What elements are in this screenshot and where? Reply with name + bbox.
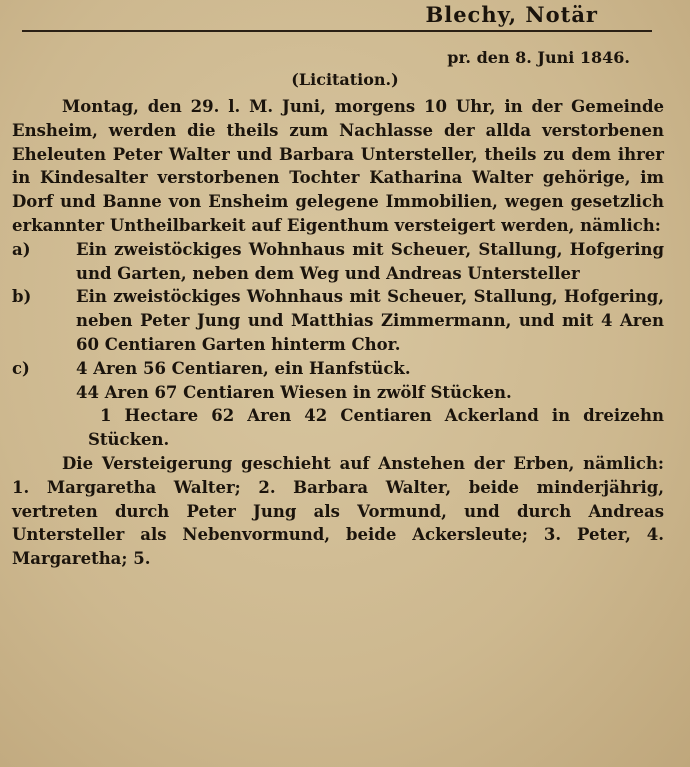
notary-signature: Blechy, Notär — [425, 2, 598, 27]
notice-subtitle: (Licitation.) — [291, 70, 399, 89]
line-wiesen: 44 Aren 67 Centiaren Wiesen in zwölf Stücken. — [76, 382, 512, 402]
notice-intro: Montag, den 29. l. M. Juni, morgens 10 Uhr, in der Gemeinde Ensheim, werden die theils zum Nachlasse der allda verstorbenen Eheleuten Peter Walter und Barbara Untersteller, theils zu dem ihrer in Kindesalter verstorbenen Tochter Katharina Walter gehörige, im Dorf und Banne von Ensheim gelegene Immobilien, wegen gesetzlich erkannter Untheilbarkeit auf Eigenthum versteigert werden, nämlich: — [12, 97, 664, 235]
notice-body — [12, 95, 664, 571]
item-text: Ein zweistöckiges Wohnhaus mit Scheuer, Stallung, Hofgering und Garten, neben dem Weg und Andreas Untersteller — [76, 239, 664, 283]
header-divider — [22, 30, 652, 32]
line-ackerland: 1 Hectare 62 Aren 42 Centiaren Ackerland in dreizehn Stücken. — [88, 406, 664, 450]
item-label: c) — [12, 358, 30, 378]
notice-date: pr. den 8. Juni 1846. — [447, 48, 630, 67]
list-item-b — [12, 285, 664, 356]
item-text: Ein zweistöckiges Wohnhaus mit Scheuer, Stallung, Hofgering, neben Peter Jung und Matthias Zimmermann, und mit 4 Aren 60 Centiaren Garten hinterm Chor. — [76, 287, 664, 354]
item-text: 4 Aren 56 Centiaren, ein Hanfstück. — [76, 358, 411, 378]
item-label: a) — [12, 239, 31, 259]
list-item-c — [12, 357, 664, 381]
notice-closing: Die Versteigerung geschieht auf Anstehen der Erben, nämlich: 1. Margaretha Walter; 2. Barbara Walter, beide minderjährig, vertreten durch Peter Jung als Vormund, und durch Andreas Untersteller als Nebenvormund, beide Ackersleute; 3. Peter, 4. Margaretha; 5. — [12, 453, 664, 569]
item-label: b) — [12, 287, 32, 307]
list-item-a — [12, 238, 664, 286]
